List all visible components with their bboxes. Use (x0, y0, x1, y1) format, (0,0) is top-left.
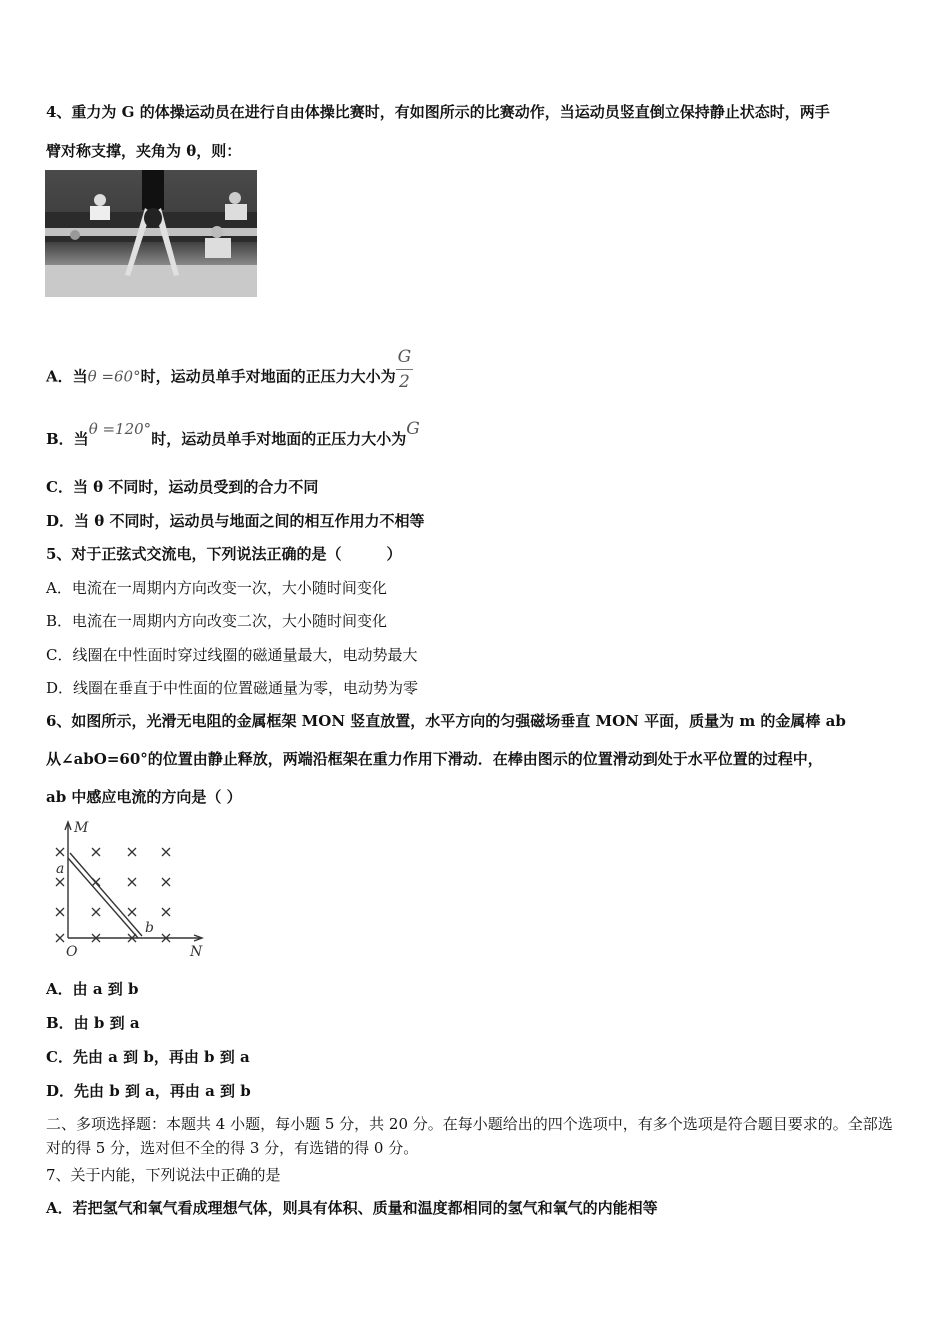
q6-stem-line2: 从∠abO=60°的位置由静止释放，两端沿框架在重力作用下滑动．在棒由图示的位置滑动到处于水平位置的过程中， (46, 750, 823, 768)
fraction-numerator: G (396, 347, 414, 370)
q7-stem: 7、关于内能，下列说法中正确的是 (46, 1166, 281, 1184)
q4-option-b-prefix: B．当 (46, 430, 89, 448)
q4-option-a-prefix: A．当 (46, 367, 88, 386)
section2-heading: 二、多项选择题：本题共 4 小题，每小题 5 分，共 20 分。在每小题给出的四个选项中，有多个选项是符合题目要求的。全部选对的得 5 分，选对但不全的得 3 分，有选错的得 0 分。 (46, 1115, 893, 1157)
q5-option-a: A．电流在一周期内方向改变一次，大小随时间变化 (46, 579, 387, 597)
q6-option-a: A．由 a 到 b (46, 980, 139, 998)
mon-frame-diagram (50, 818, 210, 963)
gymnast-photo (45, 170, 257, 297)
rod-ab-line1 (68, 858, 138, 938)
label-a: a (56, 861, 65, 877)
q4-option-c: C．当 θ 不同时，运动员受到的合力不同 (46, 478, 319, 496)
q4-option-b-math: θ =120° (88, 420, 152, 438)
q6-option-c: C．先由 a 到 b，再由 b 到 a (46, 1048, 250, 1066)
q6-stem-line1: 6、如图所示，光滑无电阻的金属框架 MON 竖直放置，水平方向的匀强磁场垂直 MON 平面，质量为 m 的金属棒 ab (46, 712, 846, 730)
q4-option-d: D．当 θ 不同时，运动员与地面之间的相互作用力不相等 (46, 512, 425, 530)
q4-stem-line2: 臂对称支撑，夹角为 θ，则： (46, 142, 242, 160)
label-o: O (66, 944, 78, 960)
label-m: M (74, 820, 89, 836)
label-b: b (145, 920, 154, 936)
q7-option-a: A．若把氢气和氧气看成理想气体，则具有体积、质量和温度都相同的氢气和氧气的内能相等 (46, 1199, 658, 1217)
fraction-denominator: 2 (399, 372, 410, 392)
q5-option-b: B．电流在一周期内方向改变二次，大小随时间变化 (46, 612, 388, 630)
q5-option-d: D．线圈在垂直于中性面的位置磁通量为零，电动势为零 (46, 679, 419, 697)
q5-stem: 5、对于正弦式交流电，下列说法正确的是（ ） (46, 545, 402, 563)
q4-option-a-text: 时，运动员单手对地面的正压力大小为 (140, 367, 396, 386)
q5-option-c: C．线圈在中性面时穿过线圈的磁通量最大，电动势最大 (46, 646, 418, 664)
q6-option-d: D．先由 b 到 a，再由 a 到 b (46, 1082, 251, 1100)
rod-ab-line2 (70, 853, 142, 936)
q4-option-a (46, 347, 413, 400)
q4-option-b-text: 时，运动员单手对地面的正压力大小为 (151, 430, 407, 448)
q6-option-b: B．由 b 到 a (46, 1014, 140, 1032)
q6-stem-line3: ab 中感应电流的方向是（ ） (46, 788, 242, 806)
q4-option-b-value: G (406, 419, 420, 439)
q4-stem-line1: 4、重力为 G 的体操运动员在进行自由体操比赛时，有如图所示的比赛动作，当运动员竖直倒立保持静止状态时，两手 (46, 103, 830, 121)
q4-option-a-fraction (396, 347, 414, 392)
label-n: N (190, 944, 203, 960)
q4-option-a-math: θ =60° (87, 367, 141, 386)
q4-option-b (46, 419, 420, 449)
